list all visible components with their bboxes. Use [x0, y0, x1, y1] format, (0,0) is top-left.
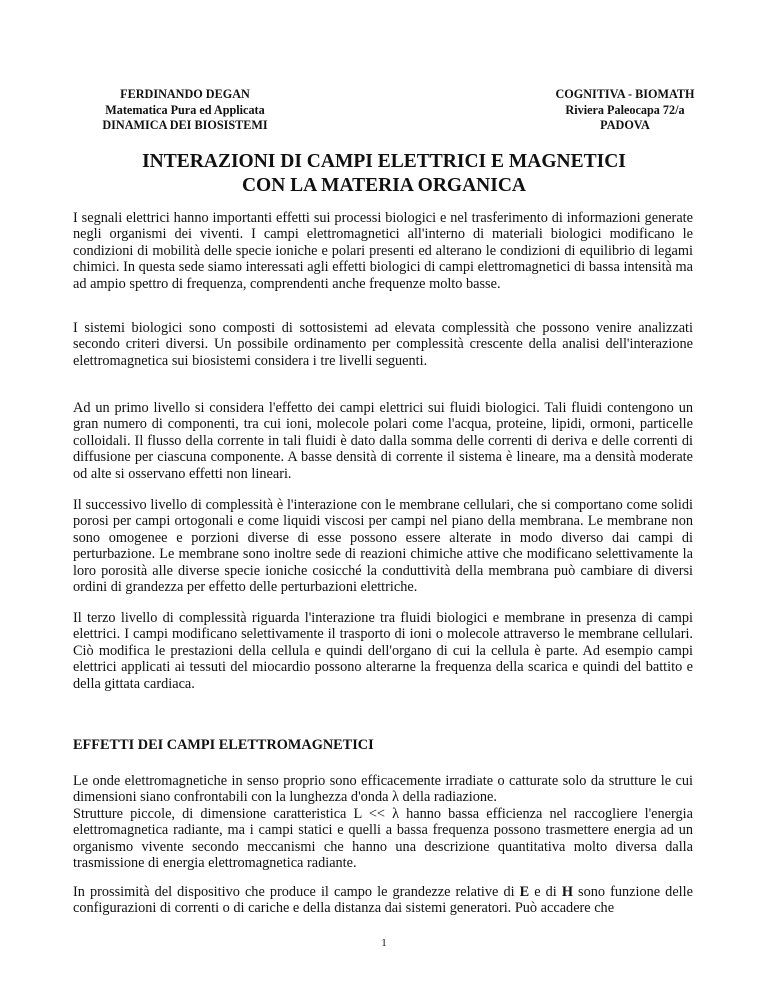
symbol-E: E: [519, 884, 530, 900]
organization-city: PADOVA: [600, 118, 650, 132]
paragraph-text: Ad un primo livello si considera l'effetto dei campi elettrici sui fluidi biologici. Tali fluidi contengono un gran numero di componenti, tra cui ioni, molecole polari come l'acqua, proteine, lipidi, ormoni, particelle colloidali. Il flusso della corrente in tali fluidi è dato dalla somma delle correnti di deriva e delle correnti di diffusione per ciascuna componente. A basse densità di corrente il sistema è lineare, ma a densità moderate od alte si osservano effetti non lineari.: [73, 400, 693, 482]
organization-name: COGNITIVA - BIOMATH: [555, 87, 695, 101]
page-number: 1: [381, 937, 387, 949]
paragraph-text: I sistemi biologici sono composti di sottosistemi ad elevata complessità che possono venire analizzati secondo criteri diversi. Un possibile ordinamento per complessità crescente della analisi dell'interazione elettromagnetica sui biosistemi considera i tre livelli seguenti.: [73, 320, 693, 369]
paragraph-text: Il successivo livello di complessità è l'interazione con le membrane cellulari, che si comportano come solidi porosi per campi ortogonali e come liquidi viscosi per campi nel piano della membrana. Le membrane non sono omogenee e porzioni diverse di esse possono essere alterate in modo diverso dai campi di perturbazione. Le membrane sono inoltre sede di reazioni chimiche attive che modificano selettivamente la loro porosità alle diverse specie ioniche cosicché la conduttività della membrana può cambiare di diversi ordini di grandezza per effetto delle perturbazioni elettriche.: [73, 497, 693, 596]
author-department: DINAMICA DEI BIOSISTEMI: [102, 118, 268, 132]
paragraph: [73, 610, 693, 692]
paragraph: [73, 210, 693, 292]
title-line-2: CON LA MATERIA ORGANICA: [241, 175, 527, 196]
author-name: FERDINANDO DEGAN: [120, 87, 250, 101]
paragraph: [73, 773, 693, 871]
paragraph-text: I segnali elettrici hanno importanti effetti sui processi biologici e nel trasferimento di informazioni generate negli organismi dei viventi. I campi elettromagnetici all'interno di materiali biologici modificano le condizioni di mobilità delle specie ioniche e polari presenti ed alterano le condizioni di equilibrio di legami chimici. In questa sede siamo interessati agli effetti biologici di campi elettromagnetici di bassa intensità ma ad ampio spettro di frequenza, comprendenti anche frequenze molto basse.: [73, 210, 693, 292]
paragraph-text: [73, 884, 693, 917]
document-title: [0, 150, 768, 198]
paragraph-text: Strutture piccole, di dimensione caratteristica L << λ hanno bassa efficienza nel raccogliere l'energia elettromagnetica radiante, ma i campi statici e quelli a bassa frequenza possono trasmettere energia ad un organismo vivente secondo meccanismi che hanno una descrizione quantitativa molto diversa dalla trasmissione di energia elettromagnetica radiante.: [73, 805, 693, 872]
text-run: In prossimità del dispositivo che produce il campo le grandezze relative di: [73, 884, 520, 900]
paragraph-text: Le onde elettromagnetiche in senso proprio sono efficacemente irradiate o catturate solo da strutture le cui dimensioni siano confrontabili con la lunghezza d'onda λ della radiazione.: [73, 773, 693, 806]
paragraph-text: Il terzo livello di complessità riguarda l'interazione tra fluidi biologici e membrane in presenza di campi elettrici. I campi modificano selettivamente il trasporto di ioni o molecole attraverso le membrane cellulari. Ciò modifica le prestazioni della cellula e quindi dell'organo di cui la cellula è parte. Ad esempio campi elettrici applicati ai tessuti del miocardio possono alterarne la frequenza della scarica e quindi del battito e della gittata cardiaca.: [73, 610, 693, 692]
title-line-1: INTERAZIONI DI CAMPI ELETTRICI E MAGNETICI: [142, 151, 626, 172]
section-heading: EFFETTI DEI CAMPI ELETTROMAGNETICI: [73, 737, 374, 753]
symbol-H: H: [561, 884, 573, 900]
author-field: Matematica Pura ed Applicata: [105, 102, 265, 117]
text-run: e di: [529, 884, 562, 900]
paragraph: [73, 884, 693, 917]
organization-header: [510, 87, 740, 134]
paragraph: [73, 497, 693, 595]
paragraph: [73, 400, 693, 482]
organization-address: Riviera Paleocapa 72/a: [565, 102, 685, 117]
author-header: [70, 87, 300, 134]
paragraph: [73, 320, 693, 369]
text-run: sono funzione delle configurazioni di correnti o di cariche e della distanza dai sistemi generatori. Può accadere che: [73, 884, 693, 917]
